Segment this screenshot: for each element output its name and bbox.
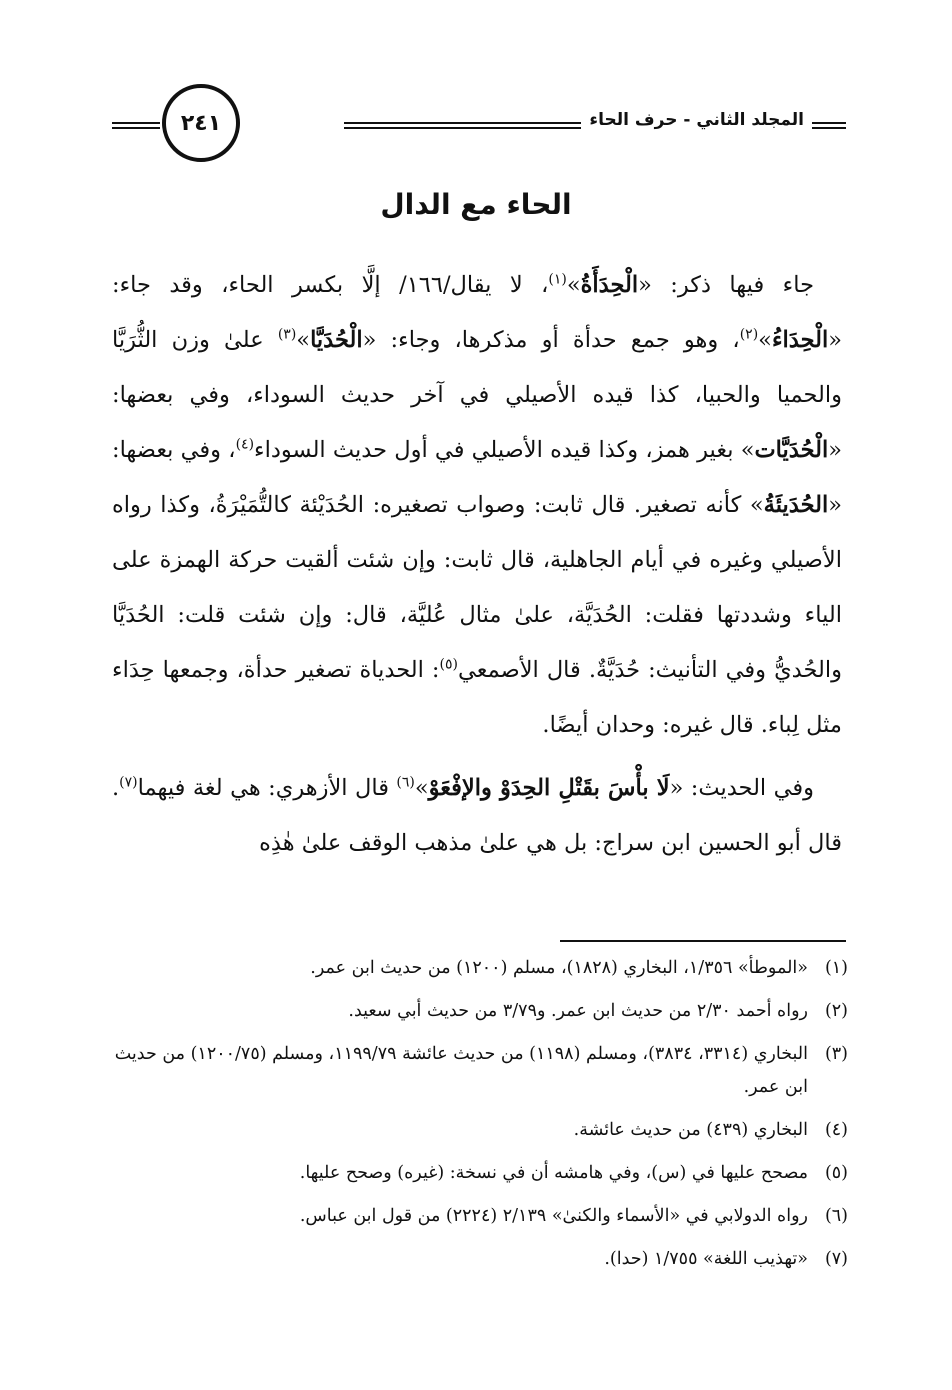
footnote [112, 1243, 848, 1276]
footnote-text: «الموطأ» ١/٣٥٦، البخاري (١٨٢٨)، مسلم (١٢٠٠) من حديث ابن عمر. [310, 958, 808, 978]
footnote-text: البخاري (٣٣١٤، ٣٨٣٤)، ومسلم (١١٩٨) من حديث عائشة ١١٩٩/٧٩، ومسلم (١٢٠٠/٧٥) من حديث ابن عمر. [114, 1044, 808, 1097]
text-run: وفي الحديث: « [669, 775, 814, 801]
footnote-text: رواه أحمد ٢/٣٠ من حديث ابن عمر. و٣/٧٩ من حديث أبي سعيد. [348, 1001, 808, 1021]
footnote-ref: (١) [548, 271, 567, 288]
text-run: ، وهو جمع حدأة أو مذكرها، وجاء: « [362, 327, 740, 353]
footnote-number: (٢) [824, 1001, 848, 1021]
footnote [112, 1157, 848, 1190]
footnote-number: (٤) [824, 1120, 848, 1140]
text-run: » كأنه تصغير. قال ثابت: وصواب تصغيره: الحُدَيْئة كالتُّمَيْرَةُ، وكذا رواه الأصيلي وغيره في أيام الجاهلية، قال ثابت: وإن شئت ألقيت حركة الهمزة على الياء وشددتها فقلت: الحُدَيَّة، علىٰ مثال عُليَّة، قال: وإن شئت قلت: الحُدَيَّا والحُديُّ وفي التأنيث: حُدَيَّةٌ. قال الأصمعي [112, 492, 842, 683]
page-number-badge [162, 84, 240, 162]
footnote [112, 1200, 848, 1233]
footnote-text: مصحح عليها في (س)، وفي هامشه أن في نسخة: (غيره) وصحح عليها. [299, 1163, 808, 1183]
text-run: » [566, 272, 581, 298]
header-rule-left [112, 122, 160, 129]
footnote-text: البخاري (٤٣٩) من حديث عائشة. [573, 1120, 808, 1140]
main-text [112, 258, 842, 879]
text-run: قال الأزهري: هي لغة فيهما [137, 775, 397, 801]
footnote-number: (٣) [824, 1044, 848, 1064]
text-run: » [414, 775, 429, 801]
paragraph [112, 761, 842, 871]
text-run: جاء فيها ذكر: « [638, 272, 814, 298]
footnote-ref: (٤) [235, 436, 255, 453]
hadith-term: الْحُدَيَّا [310, 327, 363, 353]
text-run: ، لا يقال/١٦٦/ إلَّا بكسر الحاء، وقد جاء: « [112, 272, 842, 353]
running-title: المجلد الثاني - حرف الحاء [581, 110, 812, 130]
hadith-term: الْحِدَأَةُ [580, 272, 639, 298]
text-run: علىٰ وزن الثُّرَيَّا والحميا والحبيا، كذا قيده الأصيلي في آخر حديث السوداء، وفي بعضها: « [112, 327, 842, 463]
footnote-separator [560, 940, 846, 942]
footnote [112, 952, 848, 985]
footnote-text: رواه الدولابي في «الأسماء والكنىٰ» ٢/١٣٩ (٢٢٢٤) من قول ابن عباس. [299, 1206, 808, 1226]
footnote-ref: (٧) [119, 774, 138, 791]
hadith-term: الحُدَيئَةُ [763, 492, 829, 518]
paragraph [112, 258, 842, 753]
footnote-ref: (٥) [439, 656, 458, 673]
footnote-ref: (٦) [396, 774, 415, 791]
text-run: » [296, 327, 311, 353]
footnote-number: (٦) [824, 1206, 848, 1226]
footnote-ref: (٣) [277, 326, 297, 343]
text-run: » [758, 327, 772, 353]
text-run: » بغير همز، وكذا قيده الأصيلي في أول حديث السوداء [254, 437, 755, 463]
section-title: الحاء مع الدال [380, 188, 572, 221]
footnote-number: (٥) [824, 1163, 848, 1183]
footnote [112, 995, 848, 1028]
text-run: . قال أبو الحسين ابن سراج: بل هي علىٰ مذهب الوقف علىٰ هٰذِه [112, 775, 842, 856]
text-run: : الحدياة تصغير حدأة، وجمعها حِدَاء مثل لِباء. قال غيره: وحدان أيضًا. [112, 657, 842, 738]
running-header [112, 80, 846, 170]
hadith-term: الْحُدَيَّات [754, 437, 829, 463]
footnote [112, 1038, 848, 1104]
footnote-ref: (٢) [739, 326, 759, 343]
hadith-term: لَا بأْسَ بقَتْلِ الحِدَوْ والإفْعَوْ [428, 775, 670, 801]
footnote-number: (٧) [824, 1249, 848, 1269]
text-run: ، وفي بعضها: « [112, 437, 842, 518]
footnote-text: «تهذيب اللغة» ١/٧٥٥ (حدا). [604, 1249, 808, 1269]
footnotes [112, 952, 848, 1286]
footnote-number: (١) [824, 958, 848, 978]
hadith-term: الْحِدَاءُ [771, 327, 829, 353]
footnote [112, 1114, 848, 1147]
page-number: ٢٤١ [180, 110, 222, 136]
